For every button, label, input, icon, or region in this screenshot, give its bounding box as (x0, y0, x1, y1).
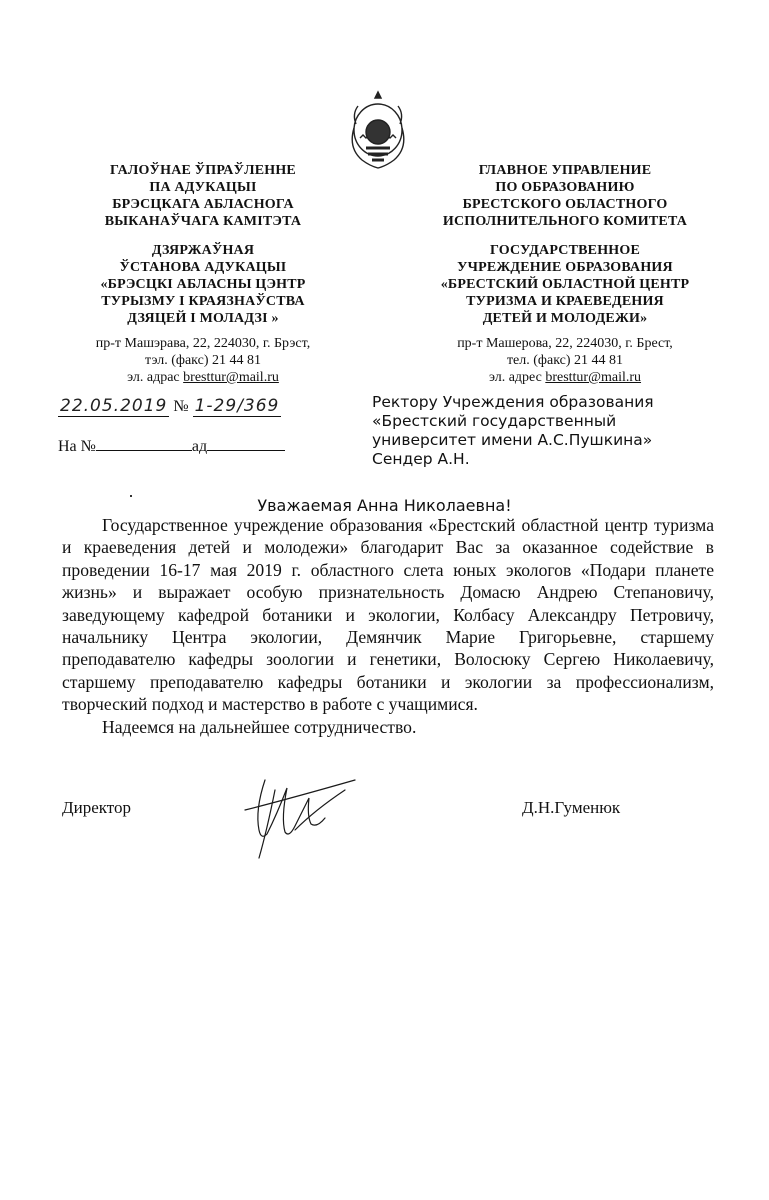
email-line (58, 369, 348, 386)
reference-line (58, 436, 285, 456)
recipient-line: «Брестский государственный (372, 412, 617, 430)
email-line (415, 369, 715, 386)
ref-label: На № (58, 438, 96, 455)
org-line: ПА АДУКАЦЫІ (149, 180, 257, 195)
email-label: эл. адрас (127, 370, 184, 385)
email-link[interactable]: bresttur@mail.ru (545, 370, 642, 385)
recipient-block (372, 393, 712, 469)
inst-line: ДЗЯРЖАЎНАЯ (151, 243, 255, 258)
inst-line: «БРЕСТСКИЙ ОБЛАСТНОЙ ЦЕНТР (440, 277, 690, 292)
reg-number-label: № (173, 398, 189, 415)
recipient-line: университет имени А.С.Пушкина» (372, 431, 653, 449)
signer-name: Д.Н.Гуменюк (522, 798, 621, 817)
inst-line: «БРЭСЦКІ АБЛАСНЫ ЦЭНТР (100, 277, 306, 292)
reg-number: 1-29/369 (194, 396, 280, 416)
org-line: ВЫКАНАЎЧАГА КАМІТЭТА (104, 214, 302, 229)
inst-line: ДЗЯЦЕЙ І МОЛАДЗІ » (127, 311, 279, 326)
org-line: БРЭСЦКАГА АБЛАСНОГА (112, 197, 294, 212)
org-line: ГАЛОЎНАЕ ЎПРАЎЛЕННЕ (110, 163, 296, 178)
registration-line (58, 396, 281, 417)
inst-line: ДЕТЕЙ И МОЛОДЕЖИ» (482, 311, 648, 326)
header-right-ru (415, 162, 715, 386)
email-label: эл. адрес (488, 370, 546, 385)
body-paragraph: Государственное учреждение образования «Брестский областной центр туризма и краеведения детей и молодежи» благодарит Вас за оказанное содействие в проведении 16-17 мая 2019 г. областного слета юных экологов «Подари планете жизнь» и выражает особую признательность Домасю Андрею Степановичу, заведующему кафедрой ботаники и экологии, Колбасу Александру Петровичу, начальнику Центра экологии, Демянчик Марие Григорьевне, старшему преподавателю кафедры зоологии и генетики, Волосюку Сергею Николаевичу, старшему преподавателю кафедры ботаники и экологии за профессионализм, творческий подход и мастерство в работе с учащимися. (62, 515, 714, 715)
reg-date: 22.05.2019 (60, 396, 168, 416)
header-left-by (58, 162, 348, 386)
inst-line: ЎСТАНОВА АДУКАЦЫІ (119, 260, 287, 275)
org-line: ИСПОЛНИТЕЛЬНОГО КОМИТЕТА (442, 214, 688, 229)
body-paragraph: Надеемся на дальнейшее сотрудничество. (102, 716, 417, 737)
ref-from-label: ад (191, 438, 208, 455)
org-line: ГЛАВНОЕ УПРАВЛЕНИЕ (478, 163, 652, 178)
handwritten-signature-icon (225, 770, 385, 860)
inst-line: ГОСУДАРСТВЕННОЕ (490, 243, 640, 258)
letter-body (62, 514, 714, 738)
recipient-line: Ректору Учреждения образования (372, 393, 654, 411)
inst-line: ТУРИЗМА И КРАЕВЕДЕНИЯ (466, 294, 664, 309)
inst-line: ТУРЫЗМУ І КРАЯЗНАЎСТВА (101, 294, 305, 309)
salutation: Уважаемая Анна Николаевна! (257, 496, 512, 515)
phone: тел. (факс) 21 44 81 (506, 353, 624, 368)
org-line: ПО ОБРАЗОВАНИЮ (495, 180, 635, 195)
email-link[interactable]: bresttur@mail.ru (183, 370, 279, 385)
phone: тэл. (факс) 21 44 81 (145, 353, 261, 368)
inst-line: УЧРЕЖДЕНИЕ ОБРАЗОВАНИЯ (457, 260, 673, 275)
signer-position: Директор (62, 798, 131, 817)
recipient-line: Сендер А.Н. (372, 450, 470, 468)
address: пр-т Машэрава, 22, 224030, г. Брэст, (95, 336, 311, 351)
address: пр-т Машерова, 22, 224030, г. Брест, (457, 336, 673, 351)
org-line: БРЕСТСКОГО ОБЛАСТНОГО (462, 197, 668, 212)
ref-date-blank (207, 436, 285, 451)
ref-number-blank (96, 436, 192, 451)
state-emblem-icon (342, 88, 414, 170)
